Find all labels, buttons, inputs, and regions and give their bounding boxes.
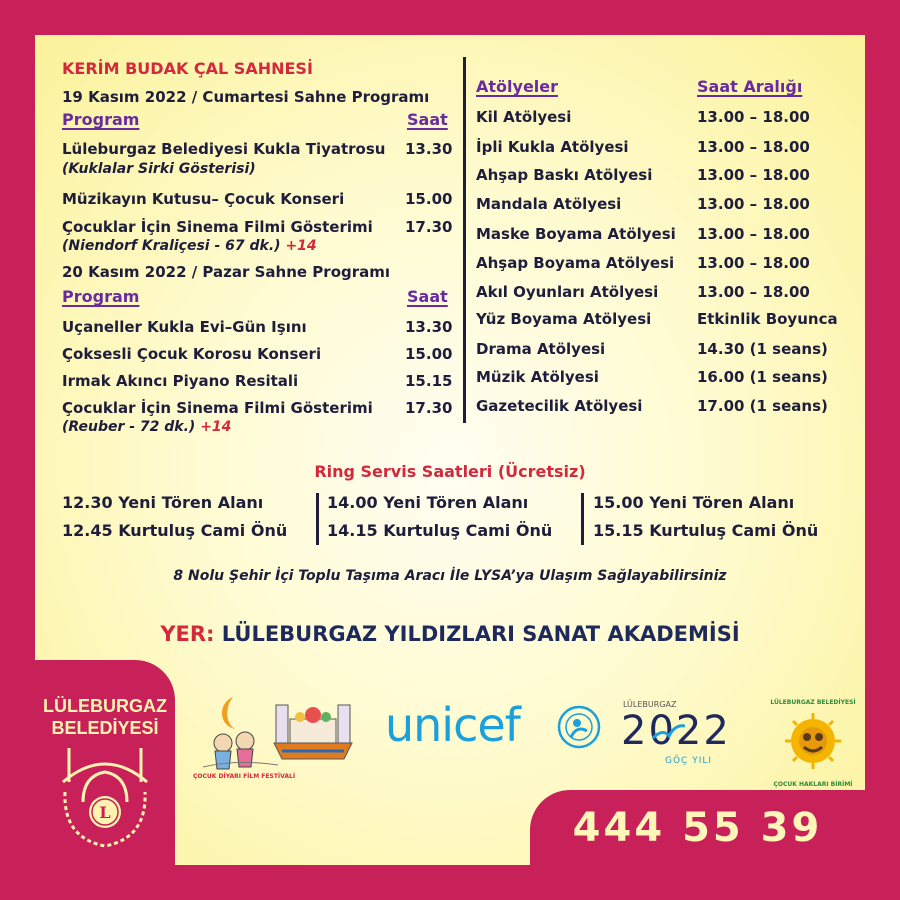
workshop-time: 13.00 – 18.00: [697, 225, 810, 243]
workshop-time: 14.30 (1 seans): [697, 340, 828, 358]
venue-line: [35, 622, 865, 646]
workshops-col-name: Atölyeler: [476, 77, 559, 96]
workshop-time: 13.00 – 18.00: [697, 166, 810, 184]
workshop-time: 13.00 – 18.00: [697, 283, 810, 301]
workshop-time: 16.00 (1 seans): [697, 368, 828, 386]
workshop-time: 17.00 (1 seans): [697, 397, 828, 415]
town-logo-art: [272, 697, 354, 763]
workshops-col-time: Saat Aralığı: [697, 77, 803, 96]
ring-place: Kurtuluş Cami Önü: [118, 521, 288, 540]
day1-col-time: Saat: [407, 110, 448, 129]
ring-place: Yeni Tören Alanı: [383, 493, 529, 512]
unicef-emblem-icon: [557, 705, 601, 749]
age-rating-badge: +14: [285, 238, 317, 254]
day2-heading: 20 Kasım 2022 / Pazar Sahne Programı: [62, 263, 391, 281]
venue-label: YER:: [160, 622, 215, 646]
festival-logo-art: [193, 695, 283, 775]
ring-time: 15.15: [593, 521, 644, 540]
day2-item-4-name: Çocuklar İçin Sinema Filmi Gösterimi: [62, 399, 373, 417]
day1-item-1-sub: (Kuklalar Sirki Gösterisi): [62, 161, 256, 177]
day1-item-1-time: 13.30: [405, 140, 453, 158]
workshop-time: Etkinlik Boyunca: [697, 310, 838, 328]
phone-number[interactable]: 444 55 39: [572, 804, 823, 851]
column-divider: [463, 57, 466, 423]
ring-time: 15.00: [593, 493, 644, 512]
day2-item-2-name: Çoksesli Çocuk Korosu Konseri: [62, 345, 322, 363]
day2-col-time: Saat: [407, 287, 448, 306]
day2-item-3-name: Irmak Akıncı Piyano Resitali: [62, 372, 299, 390]
ring-time: 12.30: [62, 493, 113, 512]
municipality-logo: [35, 660, 175, 865]
workshop-name: Ahşap Boyama Atölyesi: [476, 254, 675, 272]
day2-item-4-sub: [62, 419, 231, 435]
day2-col-program: Program: [62, 287, 140, 306]
town-logo: [272, 697, 354, 763]
stage-title: KERİM BUDAK ÇAL SAHNESİ: [62, 59, 313, 78]
workshop-name: Drama Atölyesi: [476, 340, 606, 358]
migration-logo-bottom: GÖÇ YILI: [665, 756, 713, 766]
child-rights-logo-art: [770, 695, 856, 795]
ring-place: Yeni Tören Alanı: [118, 493, 264, 512]
day2-item-2-time: 15.00: [405, 345, 453, 363]
child-rights-logo: [770, 695, 856, 795]
festival-logo: [193, 695, 296, 785]
ring-time: 14.15: [327, 521, 378, 540]
ring-place: Yeni Tören Alanı: [649, 493, 795, 512]
workshop-name: İpli Kukla Atölyesi: [476, 138, 629, 156]
child-rights-logo-top: LÜLEBURGAZ BELEDİYESİ: [770, 699, 856, 706]
migration-logo-top: LÜLEBURGAZ: [623, 700, 677, 709]
municipality-emblem-icon: [53, 742, 157, 852]
emblem-letter: L: [99, 803, 111, 822]
day1-col-program: Program: [62, 110, 140, 129]
age-rating-badge: +14: [200, 419, 232, 435]
ring-place: Kurtuluş Cami Önü: [383, 521, 553, 540]
ring-entry: [593, 521, 818, 540]
transport-note: 8 Nolu Şehir İçi Toplu Taşıma Aracı İle LYSA’ya Ulaşım Sağlayabilirsiniz: [173, 568, 727, 584]
migration-year-logo: [621, 700, 746, 795]
day1-item-3-name: Çocuklar İçin Sinema Filmi Gösterimi: [62, 218, 373, 236]
day2-item-4-sub-text: (Reuber - 72 dk.): [62, 419, 196, 435]
ring-divider-2: [581, 493, 584, 545]
day1-heading: 19 Kasım 2022 / Cumartesi Sahne Programı: [62, 88, 430, 106]
ring-entry: [327, 521, 552, 540]
workshop-time: 13.00 – 18.00: [697, 108, 810, 126]
workshop-time: 13.00 – 18.00: [697, 254, 810, 272]
migration-logo-year: 2022: [621, 708, 731, 754]
workshop-name: Ahşap Baskı Atölyesi: [476, 166, 653, 184]
day2-item-4-time: 17.30: [405, 399, 453, 417]
day1-item-3-time: 17.30: [405, 218, 453, 236]
venue-name: LÜLEBURGAZ YILDIZLARI SANAT AKADEMİSİ: [221, 622, 740, 646]
workshop-name: Yüz Boyama Atölyesi: [476, 310, 652, 328]
ring-divider-1: [316, 493, 319, 545]
workshop-name: Akıl Oyunları Atölyesi: [476, 283, 659, 301]
ring-entry: [593, 493, 794, 512]
workshop-time: 13.00 – 18.00: [697, 138, 810, 156]
ring-time: 14.00: [327, 493, 378, 512]
day1-item-3-sub: [62, 238, 317, 254]
ring-entry: [62, 493, 263, 512]
day1-item-1-name: Lüleburgaz Belediyesi Kukla Tiyatrosu: [62, 140, 386, 158]
day2-item-1-time: 13.30: [405, 318, 453, 336]
ring-entry: [62, 521, 287, 540]
workshop-name: Kil Atölyesi: [476, 108, 572, 126]
ring-entry: [327, 493, 528, 512]
day2-item-3-time: 15.15: [405, 372, 453, 390]
workshop-time: 13.00 – 18.00: [697, 195, 810, 213]
day1-item-3-sub-text: (Niendorf Kraliçesi - 67 dk.): [62, 238, 281, 254]
workshop-name: Gazetecilik Atölyesi: [476, 397, 643, 415]
municipality-logo-line1: LÜLEBURGAZ: [43, 696, 167, 716]
day2-item-1-name: Uçaneller Kukla Evi–Gün Işını: [62, 318, 307, 336]
bird-icon: [649, 714, 689, 754]
day1-item-2-time: 15.00: [405, 190, 453, 208]
day1-item-2-name: Müzikayın Kutusu– Çocuk Konseri: [62, 190, 345, 208]
workshop-name: Müzik Atölyesi: [476, 368, 599, 386]
municipality-logo-line2: BELEDİYESİ: [51, 718, 159, 738]
ring-time: 12.45: [62, 521, 113, 540]
child-rights-logo-bottom: ÇOCUK HAKLARI BİRİMİ: [773, 781, 853, 788]
phone-block: [530, 790, 865, 865]
unicef-logo-text: unicef: [385, 698, 520, 752]
ring-place: Kurtuluş Cami Önü: [649, 521, 819, 540]
festival-logo-text: ÇOCUK DİYARI FİLM FESTİVALİ: [193, 773, 296, 780]
workshop-name: Maske Boyama Atölyesi: [476, 225, 676, 243]
ring-title: Ring Servis Saatleri (Ücretsiz): [314, 462, 586, 481]
workshop-name: Mandala Atölyesi: [476, 195, 622, 213]
